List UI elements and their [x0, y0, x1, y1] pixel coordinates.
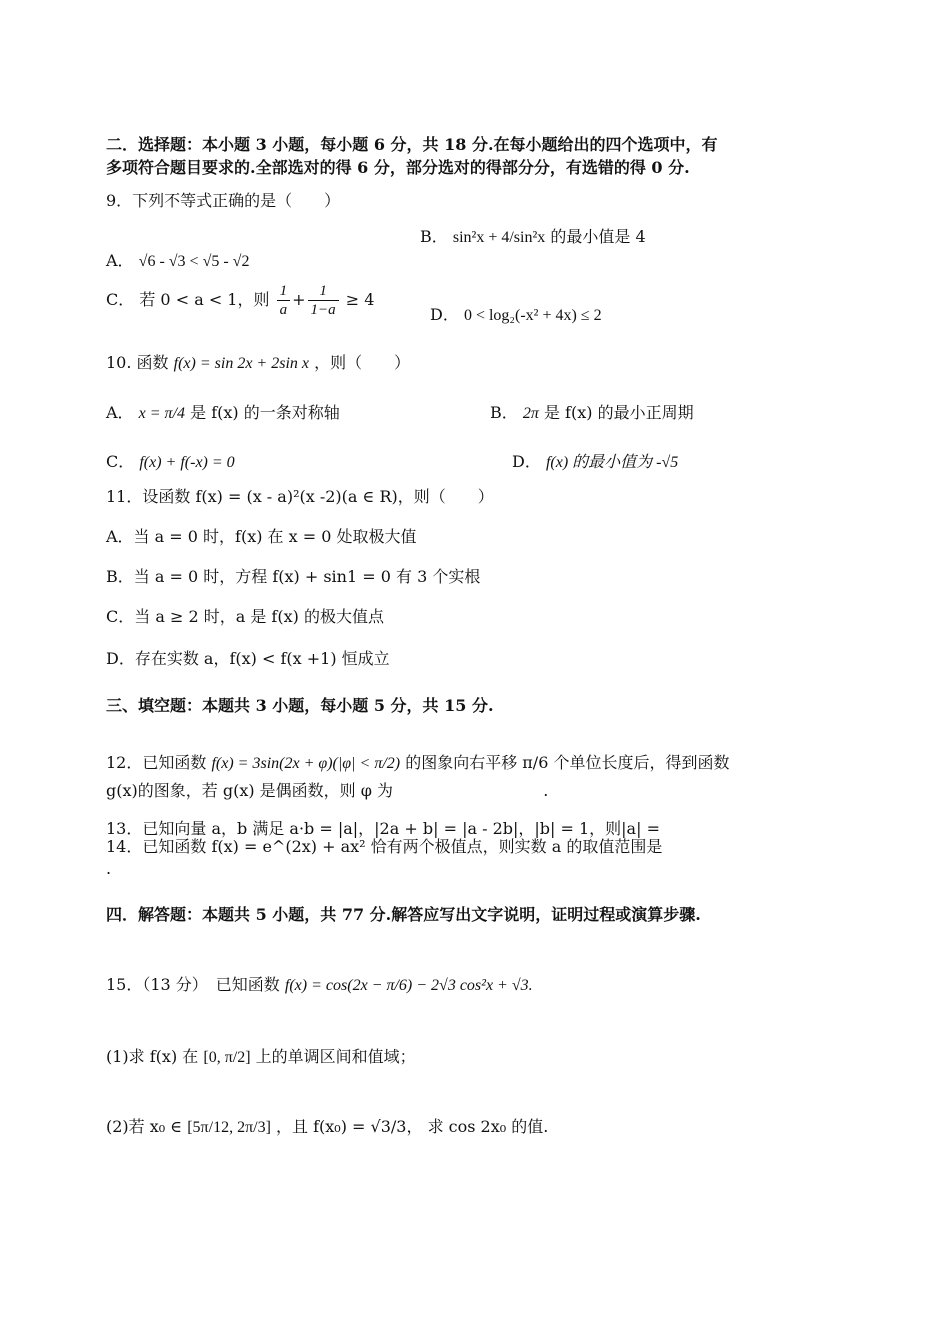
q10-a-tail: 是 f(x) 的一条对称轴 — [190, 403, 340, 422]
q14-blank: . — [106, 859, 112, 878]
q15-p2-pre: (2)若 x₀ ∈ — [106, 1117, 183, 1136]
q15-part2 — [106, 1114, 548, 1137]
section2-heading-line1: 二．选择题：本小题 3 小题，每小题 6 分，共 18 分.在每小题给出的四个选项中，有 — [106, 135, 718, 154]
q10-stem-pre: 10. 函数 — [106, 353, 169, 372]
q10-a-label: A． — [106, 403, 134, 422]
q9-c-pre: 若 0 < a < 1，则 — [139, 290, 270, 309]
q10-a-math: x = π/4 — [138, 405, 186, 422]
q12-line1-math: f(x) = 3sin(2x + φ)(|φ| < π/2) — [211, 755, 401, 772]
q15-p2-mid: ，且 f(x₀) = √3/3， — [276, 1117, 423, 1136]
q12-blank-dot: . — [543, 781, 549, 800]
q10-c-math: f(x) + f(-x) = 0 — [139, 454, 235, 471]
q11-option-d: D．存在实数 a，f(x) < f(x +1) 恒成立 — [106, 649, 390, 668]
q15-p2-tail: 求 cos 2x₀ 的值. — [427, 1117, 549, 1136]
q9-b-math: sin²x + 4/sin²x — [452, 229, 546, 246]
q15-stem — [106, 972, 533, 995]
q9-c-num1: 1 — [277, 282, 291, 301]
q9-d-label: D． — [430, 305, 459, 324]
q11-stem: 11．设函数 f(x) = (x - a)²(x -2)(a ∈ R)，则（ ） — [106, 487, 494, 506]
q15-p2-interval: [5π/12, 2π/3] — [187, 1119, 271, 1136]
q9-option-b — [420, 224, 646, 247]
q10-d-label: D． — [512, 452, 541, 471]
q9-c-fraction-2 — [308, 282, 339, 319]
q10-option-d — [512, 449, 678, 472]
q12-line1-pre: 12．已知函数 — [106, 753, 207, 772]
q10-b-tail: 是 f(x) 的最小正周期 — [543, 403, 694, 422]
q10-option-a — [106, 400, 340, 423]
q12-line2-text: g(x)的图象，若 g(x) 是偶函数，则 φ 为 — [106, 781, 394, 800]
q10-option-c — [106, 449, 235, 472]
q10-stem — [106, 350, 410, 373]
q10-option-b — [490, 400, 694, 423]
q9-c-tail: ≥ 4 — [345, 290, 375, 309]
q12-line2 — [106, 778, 548, 801]
section2-heading-line2: 多项符合题目要求的.全部选对的得 6 分，部分选对的得部分分，有选错的得 0 分. — [106, 158, 690, 177]
q15-p1-pre: (1)求 f(x) 在 — [106, 1047, 199, 1066]
q9-a-label: A． — [106, 251, 134, 270]
q9-c-fraction-1 — [277, 282, 291, 319]
q9-c-num2: 1 — [308, 282, 339, 301]
q10-b-math: 2π — [522, 405, 539, 422]
q12-line1 — [106, 750, 729, 773]
q9-b-tail: 的最小值是 4 — [550, 227, 646, 246]
q11-option-a: A．当 a = 0 时，f(x) 在 x = 0 处取极大值 — [106, 527, 417, 546]
section4-heading: 四．解答题：本题共 5 小题，共 77 分.解答应写出文字说明，证明过程或演算步骤. — [106, 905, 701, 924]
q15-stem-pre: 15．（13 分） 已知函数 — [106, 975, 280, 994]
q10-stem-math: f(x) = sin 2x + 2sin x — [173, 355, 309, 372]
q10-c-label: C． — [106, 452, 135, 471]
q9-c-label: C． — [106, 290, 135, 309]
q9-d-math: 0 < log₂(-x² + 4x) ≤ 2 — [463, 307, 602, 324]
q9-option-a — [106, 248, 249, 271]
q15-stem-math: f(x) = cos(2x − π/6) − 2√3 cos²x + √3. — [284, 977, 533, 994]
q10-stem-tail: ，则（ ） — [314, 353, 411, 372]
q9-a-math: √6 - √3 < √5 - √2 — [138, 253, 250, 270]
q9-option-d — [430, 302, 602, 325]
q9-b-label: B． — [420, 227, 448, 246]
q9-c-den1: a — [279, 302, 288, 318]
q13-text: 13．已知向量 a，b 满足 a·b = |a|，|2a + b| = |a - 2b|，|b| = 1，则|a| = — [106, 819, 660, 838]
q10-d-math: f(x) 的最小值为 -√5 — [545, 454, 679, 471]
q15-p1-tail: 上的单调区间和值域； — [255, 1047, 416, 1066]
section3-heading: 三、填空题：本题共 3 小题，每小题 5 分，共 15 分. — [106, 696, 494, 715]
q9-stem: 9．下列不等式正确的是（ ） — [106, 191, 341, 210]
q10-b-label: B． — [490, 403, 518, 422]
q15-p1-interval: [0, π/2] — [203, 1049, 251, 1066]
q12-line1-tail: 的图象向右平移 π/6 个单位长度后，得到函数 — [405, 753, 730, 772]
q9-option-c: C． 若 0 < a < 1，则 $\frac{1}{a}$ + $\frac{1}{1-a}$ ≥ 4 — [106, 283, 375, 318]
q11-option-c: C．当 a ≥ 2 时，a 是 f(x) 的极大值点 — [106, 607, 384, 626]
q11-option-b: B．当 a = 0 时，方程 f(x) + sin1 = 0 有 3 个实根 — [106, 567, 481, 586]
q15-part1 — [106, 1044, 416, 1067]
q14-text: 14．已知函数 f(x) = e^(2x) + ax² 恰有两个极值点，则实数 a 的取值范围是 — [106, 837, 663, 856]
q9-c-den2: 1−a — [310, 302, 336, 318]
